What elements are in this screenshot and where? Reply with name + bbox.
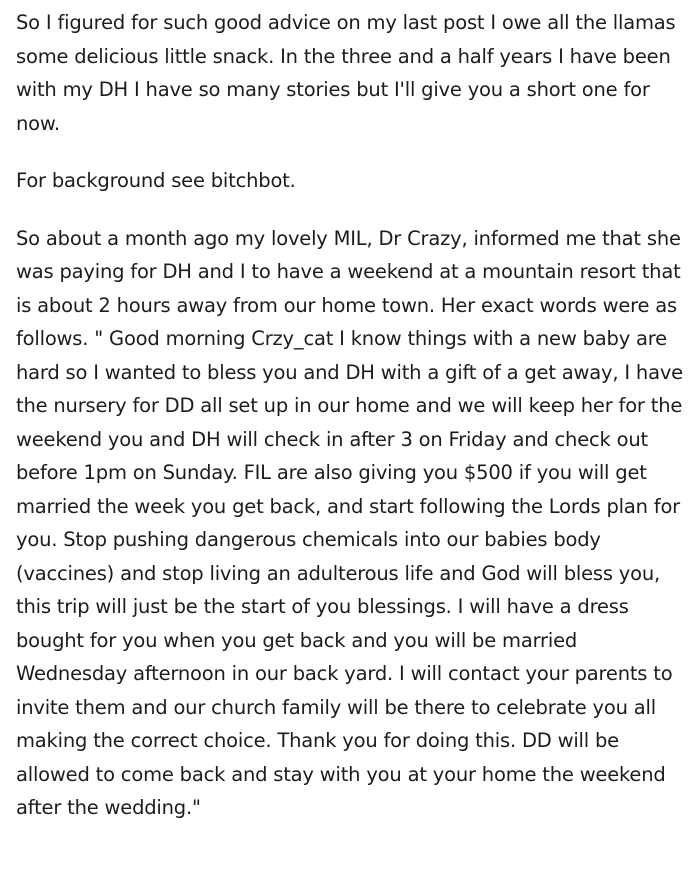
post-paragraph-intro: So I figured for such good advice on my last post I owe all the llamas some delicious little snack. In the three and a half years I have been with my DH I have so many stories but I'll give you a short one for now. bbox=[16, 11, 676, 135]
post-paragraph-background: For background see bitchbot. bbox=[16, 169, 296, 192]
post-paragraph-story: So about a month ago my lovely MIL, Dr Crazy, informed me that she was paying for DH and I to have a weekend at a mountain resort that is about 2 hours away from our home town. Her exact words were as follows. " Good morning Crzy_cat I know things with a new baby are hard so I wanted to bless you and DH with a gift of a get away, I have the nursery for DD all set up in our home and we will keep her for the weekend you and DH will check in after 3 on Friday and check out before 1pm on Sunday. FIL are also giving you $500 if you will get married the week you get back, and start following the Lords plan for you. Stop pushing dangerous chemicals into our babies body (vaccines) and stop living an adulterous life and God will bless you, this trip will just be the start of you blessings. I will have a dress bought for you when you get back and you will be married Wednesday afternoon in our back yard. I will contact your parents to invite them and our church family will be there to celebrate you all making the correct choice. Thank you for doing this. DD will be allowed to come back and stay with you at your home the weekend after the wedding." bbox=[16, 226, 683, 819]
